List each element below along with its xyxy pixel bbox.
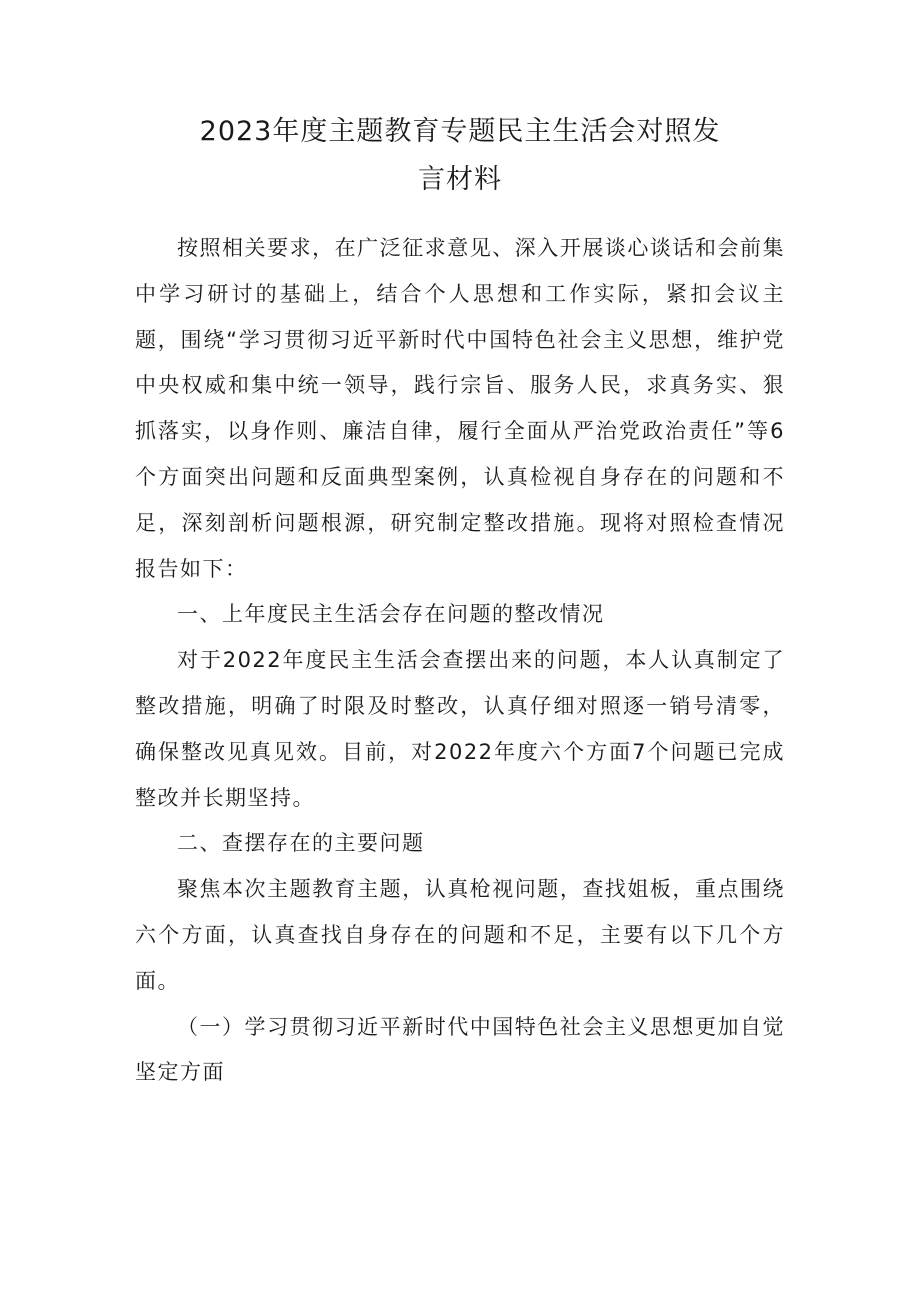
- section-2-paragraph: 聚焦本次主题教育主题，认真枪视问题，查找姐板，重点围绕六个方面，认真查找自身存在的问题和不足，主要有以下几个方面。: [135, 877, 785, 993]
- document-body: [135, 226, 785, 1096]
- subsection-heading-1: （一）学习贯彻习近平新时代中国特色社会主义思想更加自觉坚定方面: [135, 1014, 785, 1085]
- section-heading-1: 一、上年度民主生活会存在问题的整改情况: [177, 602, 605, 627]
- title-line-1: 2023年度主题教育专题民主生活会对照发: [199, 116, 721, 147]
- intro-paragraph: 按照相关要求，在广泛征求意见、深入开展谈心谈话和会前集中学习研讨的基础上，结合个人思想和工作实际，紧扣会议主题，围绕“学习贯彻习近平新时代中国特色社会主义思想，维护党中央权威和集中统一领导，践行宗旨、服务人民，求真务实、狠抓落实，以身作则、廉洁自律，履行全面从严治党政治责任”等6个方面突出问题和反面典型案例，认真检视自身存在的问题和不足，深刻剖析问题根源，研究制定整改措施。现将对照检查情况报告如下：: [135, 236, 785, 581]
- title-line-2: 言材料: [418, 164, 502, 195]
- document-title: [135, 108, 785, 204]
- section-1-paragraph: 对于2022年度民主生活会查摆出来的问题，本人认真制定了整改措施，明确了时限及时整改，认真仔细对照逐一销号清零，确保整改见真见效。目前，对2022年度六个方面7个问题已完成整改并长期坚持。: [135, 648, 785, 810]
- section-heading-2: 二、查摆存在的主要问题: [177, 831, 425, 856]
